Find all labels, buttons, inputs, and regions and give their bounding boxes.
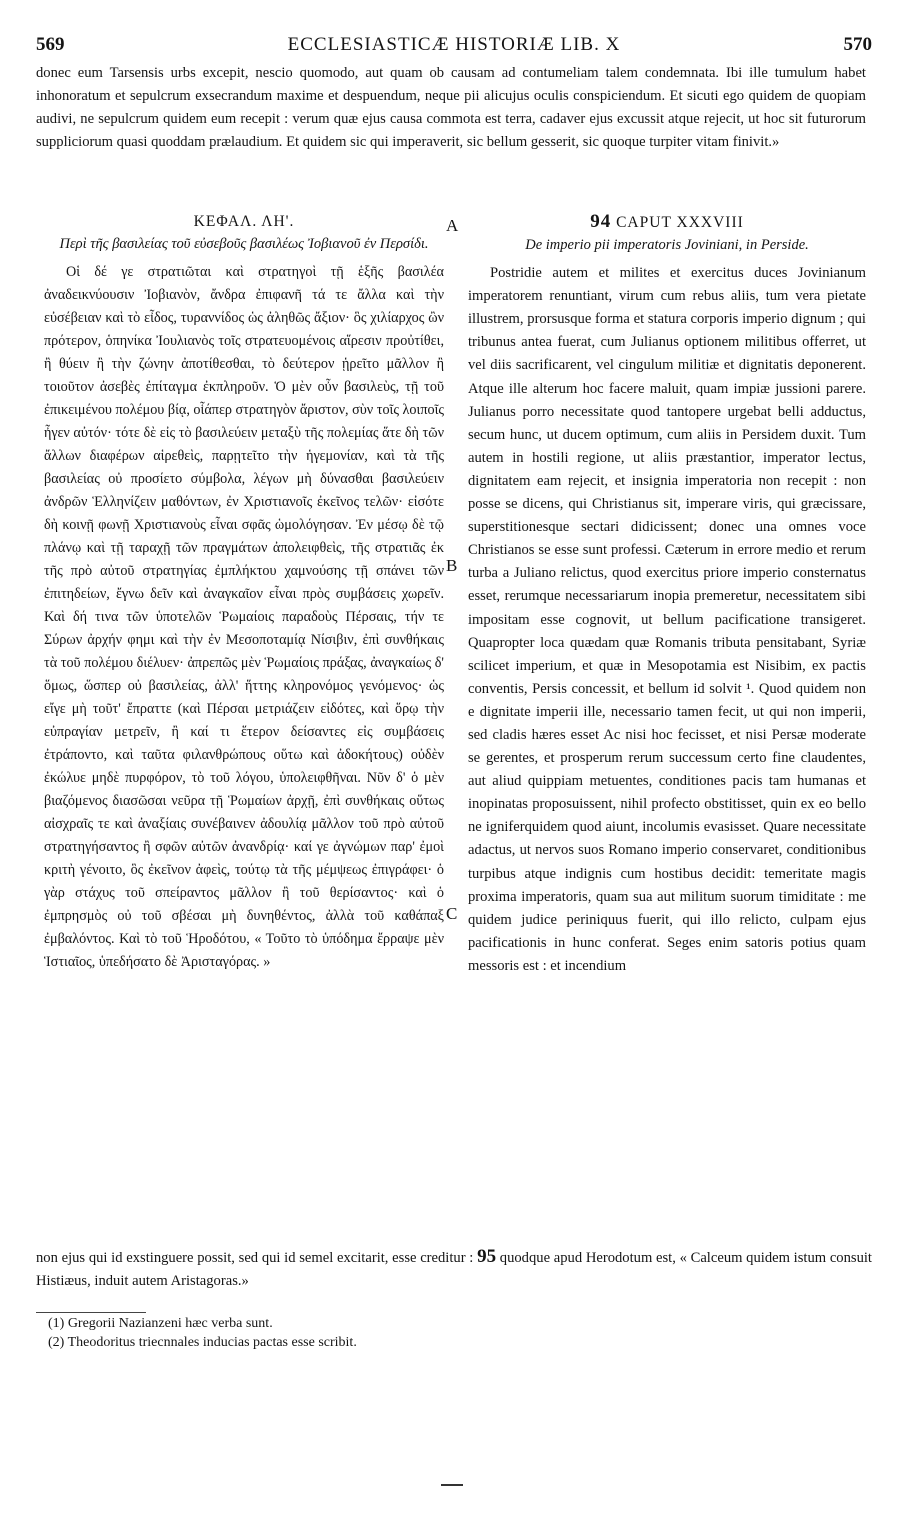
greek-column (44, 210, 444, 974)
footnotes (48, 1314, 868, 1352)
margin-letter-a: A (446, 216, 459, 235)
footnote-rule (36, 1312, 146, 1313)
greek-text: Οἱ δέ γε στρατιῶται καὶ στρατηγοὶ τῇ ἑξῆς βασιλέα ἀναδεικνύουσιν Ἰοβιανὸν, ἄνδρα ἐπιφανῆ τά τε ἄλλα καὶ τὴν εὐσέβειαν καὶ τὸ εἶδος, τυραννίδος ὡς ἀληθῶς ἄξιον· ὃς χιλίαρχος ὢν πρότερον, ὁπηνίκα Ἰουλιανὸς τοῖς στρατευομένοις αἵρεσιν προὐτίθει, ἢ θύειν ἢ τὴν ζώνην ἀποτίθεσθαι, τὸ δεύτερον ᾑρεῖτο μᾶλλον ἢ τοιοῦτον ἀσεβὲς ἐπίταγμα ἐκπληροῦν. Ὁ μὲν οὖν βασιλεὺς, τῇ τοῦ ἐπικειμένου πολέμου βίᾳ, οἷάπερ στρατηγὸν ἄριστον, σὺν τοῖς λοιποῖς ἦγεν αὐτόν· τότε δὲ εἰς τὸ βασιλεύειν μεταξὺ τῆς πολεμίας ἅτε δὴ τῶν ἄλλων διαφέρων αἱρεθεὶς, παρῃτεῖτο τὴν ἡγεμονίαν, καὶ τὰ τῆς βασιλείας οὐ προσίετο σύμβολα, λέγων μὴ δύνασθαι βασιλεύειν ἀνδρῶν Ἑλληνίζειν μαθόντων, ἐν Χριστιανοῖς ἐκεῖνος τελῶν· εἰσότε δὴ κοινῇ φωνῇ Χριστιανοὺς εἶναι σφᾶς ὡμολόγησαν. Ἐν μέσῳ δὲ τῷ πλάνῳ καὶ τῇ ταραχῇ τῶν πραγμάτων ἀπολειφθεὶς, τῆς στρατιᾶς ἐκ τῆς πρὸ αὐτοῦ στρατηγίας ἐμπλήκτου χαμνούσης τῇ σπάνει τῶν ἐπιτηδείων, ἔγνω δεῖν καὶ ἀναγκαῖον εἶναι πρὸς συμβάσεις χωρεῖν. Καὶ δή τινα τῶν ὑποτελῶν Ῥωμαίοις παραδοὺς Πέρσαις, τήν τε Σύρων ἀρχήν φημι καὶ τὴν ἐν Μεσοποταμίᾳ Νίσιβιν, ἐπὶ συνθήκαις τὰ τοῦ πολέμου διέλυεν· ἀπρεπῶς μὲν Ῥωμαίοις πράξας, ἀναγκαίως δ' ὅμως, ὥσπερ οὐ βασιλείας, ἀλλ' ἥττης κληρονόμος γενόμενος· ὡς εἴγε μὴ τοῦτ' ἔπραττε (καὶ Πέρσαι μετριάζειν εἰδότες, καὶ ὅρῳ τὴν εὐπραγίαν μετρεῖν, ἢ καί τι ἕτερον δείσαντες εἰς συμβάσεις ἐτράποντο, καὶ ταῦτα φιλανθρώπους οὕτω καὶ ἀδοκήτους) οὐδὲν ἐκώλυε μηδὲ πυρφόρον, τὸ τοῦ λόγου, ὑπολειφθῆναι. Νῦν δ' ὁ μὲν βιαζόμενος διασῶσαι νεῦρα τῇ Ῥωμαίων ἀρχῇ, ἐπὶ συνθήκαις οὕτως αἰσχραῖς τε καὶ ἀναξίαις συνέβαινεν ἀδουλίᾳ μᾶλλον τοῦ πρὸ αὐτοῦ στρατηγήσαντος ἢ σφῶν αὐτῶν ἀνανδρίᾳ· καί γε ἀγνώμων παρ' ἐμοὶ κριτὴ γένοιτο, ὃς ἐκεῖνον ἀφεὶς, τούτῳ τὰ τῆς μέμψεως ἐπιγράφει· ὁ γὰρ στάχυς τοῦ σπείραντος μᾶλλον ἢ τοῦ θερίσαντος· καὶ ὁ ἐμπρησμὸς οὐ τοῦ σβέσαι μὴ δυνηθέντος, ἀλλὰ τοῦ καθάπαξ ἐμβαλόντος. Καὶ τὸ τοῦ Ἡροδότου, « Τοῦτο τὸ ὑπόδημα ἔρραψε μὲν Ἱστιαῖος, ὑπεδήσατο δὲ Ἀρισταγόρας. » (44, 264, 445, 970)
left-page-number: 569 (36, 34, 65, 55)
top-paragraph: donec eum Tarsensis urbs excepit, nescio quomodo, aut quam ob causam ad contumeliam talem condemnata. Ibi ille tumulum habet inhonoratum et sepulcrum exsecrandum maxime et despuendum, neque pii alicujus oculis conspiciendum. Et sicuti ego quidem de quopiam audivi, ne sepulcrum quidem eum recepit : verum quæ ejus causa commota est terra, cadaver ejus excussit atque rejecit, ut hoc sit futurorum suppliciorum quasi quoddam prælaudium. Et quidem sic qui imperaverit, sic bellum gesserit, sic quoque turpiter vitam finivit.» (36, 65, 866, 150)
continuation-line (36, 1245, 872, 1293)
continuation-before: non ejus qui id exstinguere possit, sed qui id semel excitarit, esse creditur : (36, 1250, 474, 1266)
latin-chapter-heading-line (468, 210, 866, 234)
margin-letter-c: C (446, 904, 458, 923)
bottom-dash (441, 1484, 463, 1486)
running-title: ECCLESIASTICÆ HISTORIÆ LIB. X (287, 34, 621, 55)
latin-column (468, 210, 866, 978)
greek-chapter-heading: ΚΕΦΑΛ. ΛΗ'. (193, 213, 295, 230)
continuation-page-marker: 95 (477, 1246, 497, 1267)
latin-chapter-heading: CAPUT XXXVIII (616, 214, 744, 231)
page-header (36, 34, 872, 58)
footnote-2: (2) Theodoritus triecnnales inducias pactas esse scribit. (48, 1335, 357, 1350)
margin-letter-b: B (446, 556, 458, 575)
greek-chapter-subheading: Περὶ τῆς βασιλείας τοῦ εὐσεβοῦς βασιλέως Ἰοβιανοῦ ἐν Περσίδι. (59, 236, 429, 252)
right-page-number: 570 (843, 34, 872, 55)
latin-chapter-subheading: De imperio pii imperatoris Joviniani, in Perside. (525, 237, 809, 254)
continuation-after: quodque apud Herodotum est, « Calceum quidem istum consuit Histiæus, induit autem Aristagoras.» (36, 1250, 872, 1289)
latin-text: Postridie autem et milites et exercitus duces Jovinianum imperatorem renuntiant, virum cum rebus aliis, tum vera pietate illustrem, prorsusque forma et statura corporis imperio dignum ; qui tribunus antea fuerat, cum Julianus optionem militibus offerret, ut vel diis sacrificarent, vel cingulum militiæ et dignitatis deponerent. Atque ille alterum hoc facere maluit, quam impiæ jussioni parere. Julianus porro necessitate quod tantopere urgebat belli adductus, secum hunc, ut ducem optimum, cum aliis in Persidem duxit. Tum autem in hostili regione, ut aliis præstantior, imperator lectus, dignitatem eam rejecit, et insignia imperatoria non recepit : non posse se dicens, qui Christianus sit, imperare viris, qui græcissare, superstitionesque sectari didicissent; donec una omnes voce Christianos se esse sunt professi. Cæterum in errore medio et rerum turba a Juliano relictus, quod exercitus priore imperio consternatus esset, rerumque necessariarum inopia premeretur, necessitatem sibi impositam esse cognovit, ut bellum pacificatione transigeret. Quapropter loca quædam quæ Romanis tributa pensitabant, Syriæ scilicet imperium, et quæ in Mesopotamia est Nisibim, ex pactis conventis, Persis concessit, et bellum id solvit ¹. Quod quidem non e dignitate imperii ille, necessario tamen fecit, ut qui non imperii, sed cladis hæres esset Ac nisi hoc fecisset, et nisi Persæ moderate se gerentes, et prosperum rerum successum certo fine claudentes, aut aliud quippiam metuentes, conditiones pacis tam humanas et inopinatas proposuissent, nihil profecto obstitisset, quin ex eo bello ne igniferquidem quod aiunt, incolumis evasisset. Quare necessitate adactus, ut nervos suos Romano imperio conservaret, conditionibus turpibus atque indignis cum hostibus decidit: temeritate magis proxima imperatoris, quam sua aut militum suorum timiditate : me quidem judice periniquus fuerit, qui illo relicto, culpam ejus pacificationis in hunc conferat. Seges enim satoris potius quam messoris est : et incendium (468, 265, 866, 974)
latin-page-marker: 94 (590, 211, 612, 232)
footnote-1: (1) Gregorii Nazianzeni hæc verba sunt. (48, 1316, 273, 1331)
